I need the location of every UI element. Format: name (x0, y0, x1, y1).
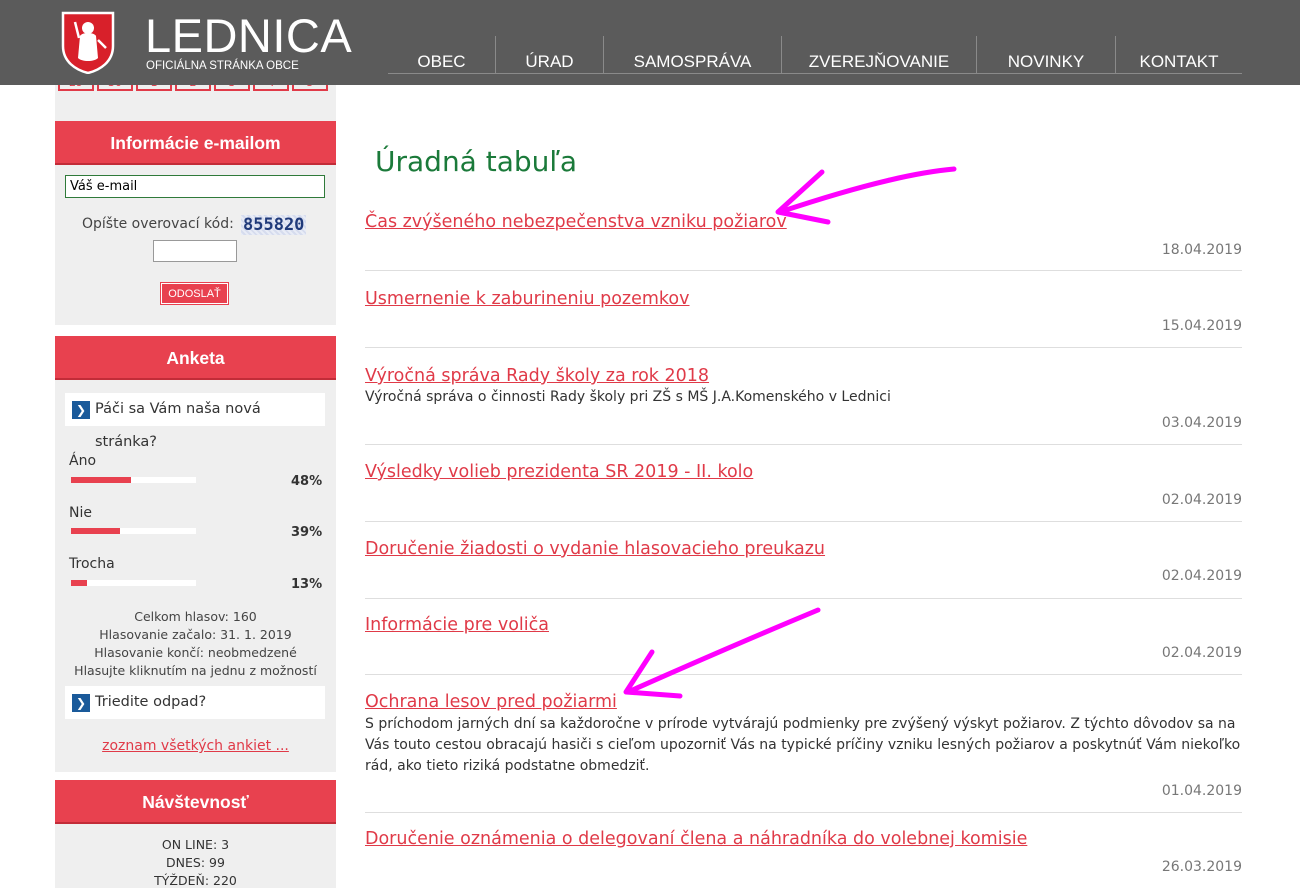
poll-question-text: Páči sa Vám naša nová stránka? (95, 401, 261, 450)
poll-option-bar[interactable] (71, 580, 196, 586)
post-title-link[interactable]: Doručenie žiadosti o vydanie hlasovacieho preukazu (365, 539, 826, 559)
post-description: Výročná správa o činnosti Rady školy pri ZŠ s MŠ J.A.Komenského v Lednici (365, 389, 891, 405)
nav-item-kontakt[interactable]: KONTAKT (1139, 52, 1219, 71)
annotation-arrow-shaft (628, 610, 818, 692)
email-widget-heading: Informácie e-mailom (55, 121, 336, 165)
poll-option-percent: 39% (291, 525, 323, 540)
nav-item-zverejnovanie[interactable]: ZVEREJŇOVANIE (782, 36, 977, 74)
poll-next-question-text: Triedite odpad? (95, 694, 207, 710)
post-title-link[interactable]: Výročná správa Rady školy za rok 2018 (365, 366, 710, 386)
post-date: 02.04.2019 (1161, 645, 1242, 661)
post-description: S príchodom jarných dní sa každoročne v prírode vytvárajú podmienky pre zvýšený výskyt požiarov. Z týchto dôvodov sa na Vás touto cestou obracajú hasiči s cieľom upozorniť Vás na typické príčiny vzniku lesných požiarov a poskytnúť Vám niekoľko rád, ako tieto riziká podstatne obmedziť. (365, 716, 1241, 774)
poll-question[interactable] (65, 393, 325, 450)
post-date: 15.04.2019 (1161, 318, 1242, 334)
visits-online: ON LINE: 3 (161, 837, 230, 852)
post-title-link[interactable]: Doručenie oznámenia o delegovaní člena a náhradníka do volebnej komisie (365, 829, 1028, 849)
nav-item-samosprava[interactable]: SAMOSPRÁVA (604, 36, 782, 74)
post-item (365, 366, 1242, 445)
site-title[interactable]: LEDNICA (145, 9, 353, 62)
annotation-arrow-icon (620, 600, 830, 702)
post-date: 02.04.2019 (1161, 492, 1242, 508)
poll-hint: Hlasujte kliknutím na jednu z možností (74, 663, 317, 678)
post-date: 18.04.2019 (1161, 242, 1242, 258)
poll-option-bar[interactable] (71, 477, 196, 483)
poll-bar-fill (71, 477, 131, 483)
page-title: Úradná tabuľa (375, 145, 578, 178)
poll-start-date: Hlasovanie začalo: 31. 1. 2019 (99, 627, 292, 642)
verify-code-label: Opíšte overovací kód: (82, 216, 234, 232)
nav-item-urad[interactable]: ÚRAD (496, 36, 604, 74)
captcha-input[interactable] (153, 240, 237, 262)
post-item (365, 692, 1242, 813)
post-title-link[interactable]: Informácie pre voliča (365, 615, 549, 635)
post-item (365, 539, 1242, 599)
poll-widget-heading: Anketa (55, 336, 336, 380)
post-item (365, 289, 1242, 348)
poll-next-question[interactable] (65, 686, 325, 719)
post-title-link[interactable]: Ochrana lesov pred požiarmi (365, 692, 617, 712)
main-nav (388, 36, 1242, 74)
post-title-link[interactable]: Výsledky volieb prezidenta SR 2019 - II. kolo (365, 462, 754, 482)
chevron-down-icon: ❯ (72, 401, 90, 419)
post-date: 01.04.2019 (1161, 783, 1242, 799)
post-item (365, 829, 1242, 888)
poll-option-percent: 13% (291, 577, 323, 592)
email-field[interactable]: Váš e-mail (65, 175, 325, 198)
poll-bar-fill (71, 528, 120, 534)
annotation-arrow-icon (770, 160, 965, 230)
nav-underline (388, 73, 1242, 74)
poll-option-label[interactable]: Trocha (69, 556, 115, 572)
post-date: 03.04.2019 (1161, 415, 1242, 431)
poll-total: Celkom hlasov: 160 (134, 609, 257, 624)
nav-item-obec[interactable]: OBEC (388, 36, 496, 74)
annotation-arrow-shaft (780, 169, 954, 212)
post-item (365, 462, 1242, 522)
visits-widget-heading: Návštevnosť (55, 780, 336, 824)
chevron-right-icon: ❯ (72, 694, 90, 712)
visits-today: DNES: 99 (166, 855, 225, 870)
coat-of-arms-logo[interactable] (60, 10, 116, 74)
all-polls-link[interactable]: zoznam všetkých ankiet ... (102, 738, 289, 754)
poll-bar-fill (71, 580, 87, 586)
poll-option-bar[interactable] (71, 528, 196, 534)
sidebar (55, 85, 336, 888)
poll-option-percent: 48% (291, 474, 323, 489)
post-date: 26.03.2019 (1161, 859, 1242, 875)
poll-option-label[interactable]: Áno (69, 453, 97, 469)
widget-gap (55, 772, 336, 780)
site-subtitle: OFICIÁLNA STRÁNKA OBCE (146, 60, 299, 72)
poll-option-label[interactable]: Nie (69, 505, 92, 521)
nav-item-novinky[interactable]: NOVINKY (977, 36, 1116, 74)
post-date: 02.04.2019 (1161, 568, 1242, 584)
post-title-link[interactable]: Čas zvýšeného nebezpečenstva vzniku požiarov (365, 212, 787, 232)
send-button[interactable]: ODOSLAŤ (161, 283, 228, 304)
visits-week: TÝŽDEŇ: 220 (154, 873, 237, 888)
widget-gap (55, 325, 336, 336)
poll-end-date: Hlasovanie končí: neobmedzené (94, 645, 297, 660)
captcha-image: 855820 (243, 215, 305, 235)
post-title-link[interactable]: Usmernenie k zaburineniu pozemkov (365, 289, 690, 309)
